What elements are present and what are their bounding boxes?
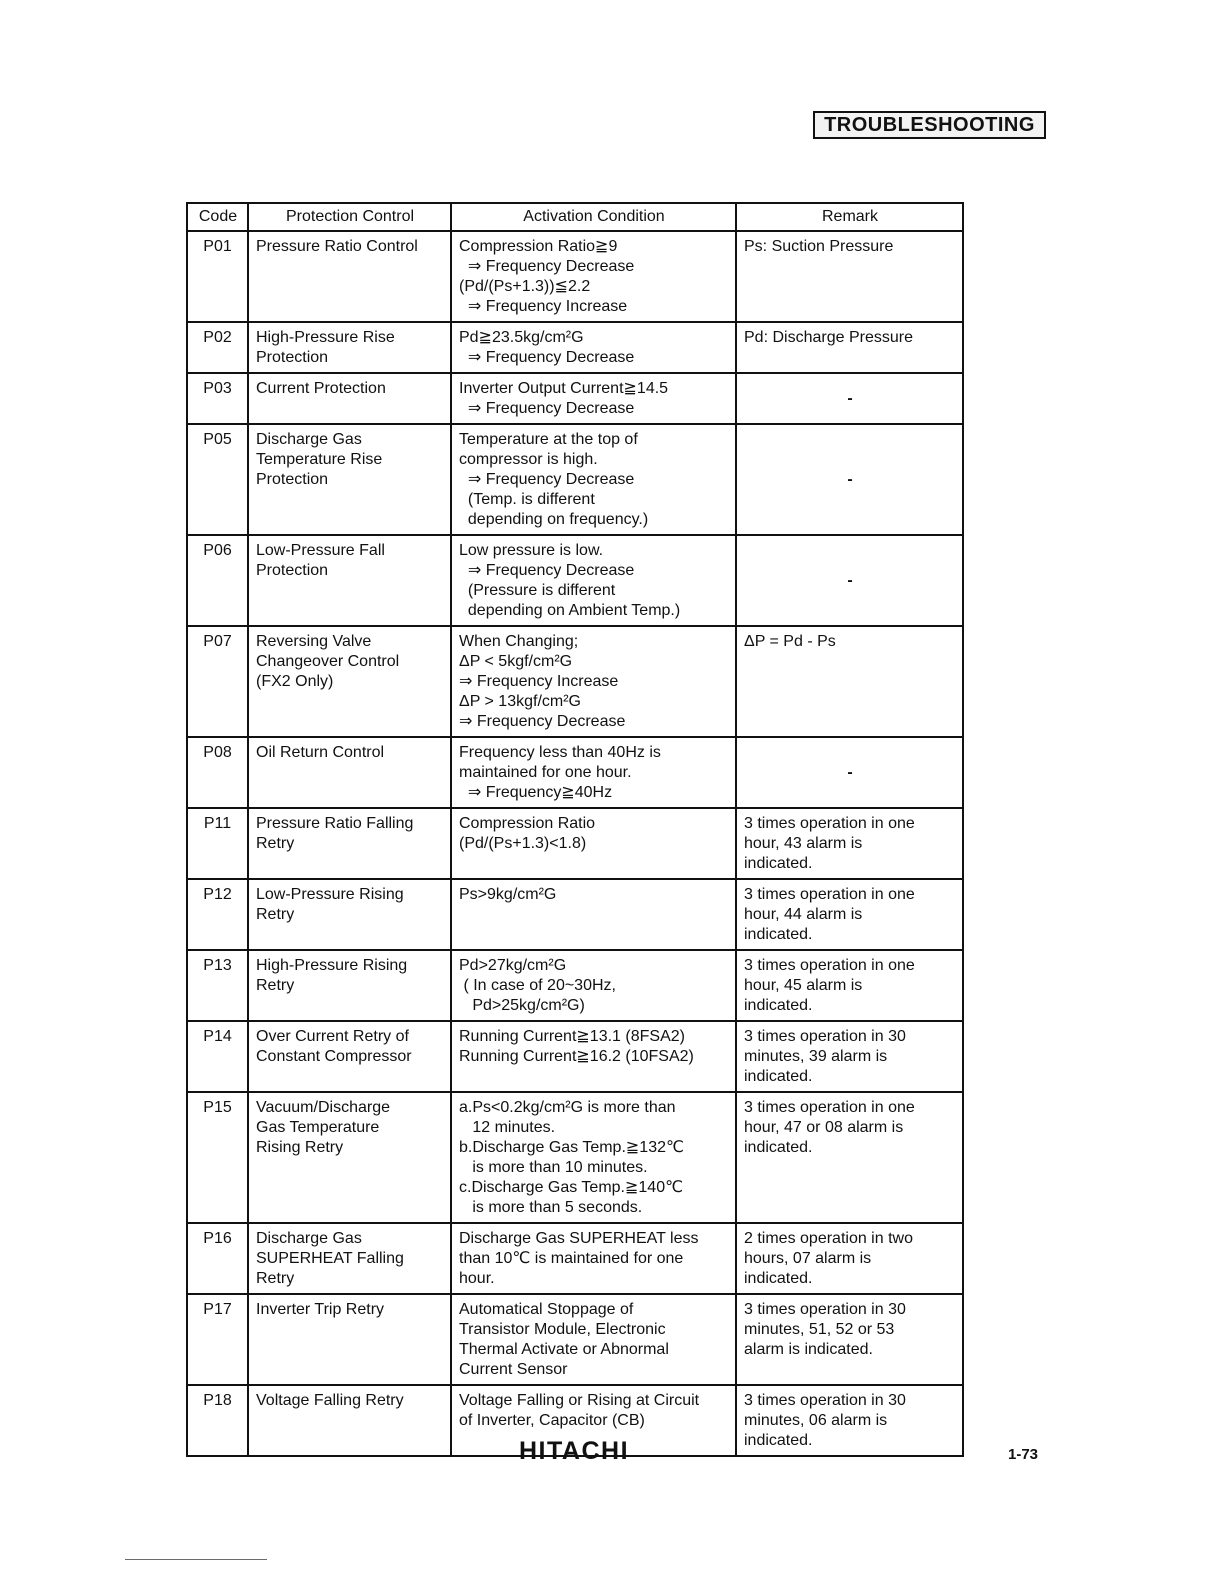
- protection-control-line: Over Current Retry of: [256, 1028, 409, 1045]
- remark-line: hour, 44 alarm is: [744, 906, 863, 923]
- activation-condition-line: Discharge Gas SUPERHEAT less: [459, 1230, 699, 1247]
- protection-control-line: Protection: [256, 562, 329, 579]
- activation-condition-line: (Pd/(Ps+1.3)<1.8): [459, 835, 587, 852]
- activation-condition-line: ⇒ Frequency≧40Hz: [459, 784, 613, 801]
- activation-condition-cell: [451, 535, 736, 626]
- remark-line: minutes, 06 alarm is: [744, 1412, 888, 1429]
- activation-condition-line: Pd>27kg/cm²G: [459, 957, 567, 974]
- remark-cell: [736, 1294, 963, 1385]
- activation-condition-line: ΔP < 5kgf/cm²G: [459, 653, 573, 670]
- header-protection-control: Protection Control: [248, 203, 451, 231]
- protection-control-line: Changeover Control: [256, 653, 400, 670]
- activation-condition-line: ⇒ Frequency Increase: [459, 298, 628, 315]
- remark-line: -: [847, 764, 853, 781]
- remark-cell: [736, 1385, 963, 1456]
- activation-condition-line: hour.: [459, 1270, 495, 1287]
- activation-condition-line: Pd>25kg/cm²G): [459, 997, 585, 1014]
- activation-condition-cell: [451, 1092, 736, 1223]
- remark-line: indicated.: [744, 997, 813, 1014]
- table-row: [187, 535, 963, 626]
- protection-control-cell: [248, 1385, 451, 1456]
- remark-cell: [736, 535, 963, 626]
- remark-line: indicated.: [744, 855, 813, 872]
- activation-condition-cell: [451, 231, 736, 322]
- protection-control-line: Low-Pressure Rising: [256, 886, 404, 903]
- code-cell: P01: [187, 231, 248, 322]
- remark-line: Pd: Discharge Pressure: [744, 329, 913, 346]
- protection-control-cell: [248, 808, 451, 879]
- page-number: 1-73: [1008, 1446, 1039, 1463]
- header-remark: Remark: [736, 203, 963, 231]
- table-row: [187, 1092, 963, 1223]
- protection-control-line: Reversing Valve: [256, 633, 372, 650]
- code-cell: P16: [187, 1223, 248, 1294]
- remark-line: 3 times operation in one: [744, 1099, 915, 1116]
- protection-control-line: Oil Return Control: [256, 744, 385, 761]
- activation-condition-line: ⇒ Frequency Decrease: [459, 349, 635, 366]
- activation-condition-line: Running Current≧16.2 (10FSA2): [459, 1048, 694, 1065]
- activation-condition-line: is more than 5 seconds.: [459, 1199, 643, 1216]
- activation-condition-cell: [451, 808, 736, 879]
- activation-condition-line: a.Ps<0.2kg/cm²G is more than: [459, 1099, 676, 1116]
- activation-condition-line: Temperature at the top of: [459, 431, 638, 448]
- remark-line: indicated.: [744, 1068, 813, 1085]
- activation-condition-cell: [451, 373, 736, 424]
- remark-cell: [736, 1092, 963, 1223]
- activation-condition-line: ΔP > 13kgf/cm²G: [459, 693, 581, 710]
- activation-condition-cell: [451, 1294, 736, 1385]
- remark-line: Ps: Suction Pressure: [744, 238, 894, 255]
- activation-condition-line: maintained for one hour.: [459, 764, 632, 781]
- activation-condition-cell: [451, 1223, 736, 1294]
- protection-control-line: Protection: [256, 471, 329, 488]
- activation-condition-line: ⇒ Frequency Decrease: [459, 258, 635, 275]
- code-cell: P08: [187, 737, 248, 808]
- code-cell: P07: [187, 626, 248, 737]
- remark-line: -: [847, 471, 853, 488]
- remark-cell: [736, 231, 963, 322]
- table-row: [187, 808, 963, 879]
- activation-condition-line: (Pressure is different: [459, 582, 616, 599]
- activation-condition-line: (Temp. is different: [459, 491, 595, 508]
- protection-control-line: Pressure Ratio Control: [256, 238, 418, 255]
- activation-condition-line: Inverter Output Current≧14.5: [459, 380, 669, 397]
- protection-control-line: Retry: [256, 977, 295, 994]
- activation-condition-line: than 10℃ is maintained for one: [459, 1250, 684, 1267]
- activation-condition-cell: [451, 322, 736, 373]
- table-row: [187, 424, 963, 535]
- remark-line: hours, 07 alarm is: [744, 1250, 872, 1267]
- code-cell: P06: [187, 535, 248, 626]
- activation-condition-cell: [451, 626, 736, 737]
- activation-condition-line: ⇒ Frequency Decrease: [459, 400, 635, 417]
- remark-cell: [736, 808, 963, 879]
- activation-condition-line: Thermal Activate or Abnormal: [459, 1341, 669, 1358]
- code-cell: P02: [187, 322, 248, 373]
- remark-line: hour, 45 alarm is: [744, 977, 863, 994]
- remark-cell: [736, 322, 963, 373]
- remark-cell: [736, 1223, 963, 1294]
- activation-condition-line: Running Current≧13.1 (8FSA2): [459, 1028, 685, 1045]
- protection-control-cell: [248, 373, 451, 424]
- protection-control-cell: [248, 1092, 451, 1223]
- code-cell: P12: [187, 879, 248, 950]
- table-row: [187, 879, 963, 950]
- protection-control-table: [186, 202, 964, 1457]
- remark-line: minutes, 51, 52 or 53: [744, 1321, 895, 1338]
- protection-control-cell: [248, 1223, 451, 1294]
- activation-condition-line: ⇒ Frequency Decrease: [459, 471, 635, 488]
- protection-control-line: Vacuum/Discharge: [256, 1099, 390, 1116]
- remark-line: alarm is indicated.: [744, 1341, 873, 1358]
- code-cell: P17: [187, 1294, 248, 1385]
- protection-control-cell: [248, 737, 451, 808]
- remark-line: ΔP = Pd - Ps: [744, 633, 836, 650]
- code-cell: P13: [187, 950, 248, 1021]
- protection-control-line: Retry: [256, 906, 295, 923]
- activation-condition-line: ⇒ Frequency Decrease: [459, 713, 626, 730]
- remark-line: indicated.: [744, 1270, 813, 1287]
- remark-cell: [736, 626, 963, 737]
- activation-condition-cell: [451, 879, 736, 950]
- activation-condition-line: depending on frequency.): [459, 511, 649, 528]
- activation-condition-line: of Inverter, Capacitor (CB): [459, 1412, 645, 1429]
- activation-condition-line: depending on Ambient Temp.): [459, 602, 681, 619]
- protection-control-line: Gas Temperature: [256, 1119, 380, 1136]
- protection-control-line: Rising Retry: [256, 1139, 344, 1156]
- activation-condition-line: Compression Ratio: [459, 815, 596, 832]
- section-tag: TROUBLESHOOTING: [813, 111, 1046, 139]
- remark-line: 3 times operation in 30: [744, 1028, 906, 1045]
- activation-condition-line: ⇒ Frequency Decrease: [459, 562, 635, 579]
- activation-condition-line: Current Sensor: [459, 1361, 568, 1378]
- code-cell: P03: [187, 373, 248, 424]
- activation-condition-line: Frequency less than 40Hz is: [459, 744, 661, 761]
- protection-control-line: Constant Compressor: [256, 1048, 412, 1065]
- table-row: [187, 1294, 963, 1385]
- remark-line: -: [847, 572, 853, 589]
- activation-condition-line: When Changing;: [459, 633, 579, 650]
- code-cell: P05: [187, 424, 248, 535]
- code-cell: P14: [187, 1021, 248, 1092]
- table-row: [187, 737, 963, 808]
- protection-control-cell: [248, 626, 451, 737]
- activation-condition-line: is more than 10 minutes.: [459, 1159, 648, 1176]
- code-cell: P15: [187, 1092, 248, 1223]
- protection-control-line: Retry: [256, 1270, 295, 1287]
- activation-condition-line: (Pd/(Ps+1.3))≦2.2: [459, 278, 591, 295]
- table-row: [187, 322, 963, 373]
- protection-control-cell: [248, 1294, 451, 1385]
- activation-condition-line: b.Discharge Gas Temp.≧132℃: [459, 1139, 684, 1156]
- table-row: [187, 231, 963, 322]
- remark-line: minutes, 39 alarm is: [744, 1048, 888, 1065]
- remark-line: 2 times operation in two: [744, 1230, 913, 1247]
- table-row: [187, 1223, 963, 1294]
- remark-cell: [736, 1021, 963, 1092]
- remark-cell: [736, 373, 963, 424]
- protection-control-line: Discharge Gas: [256, 431, 362, 448]
- code-cell: P11: [187, 808, 248, 879]
- code-cell: P18: [187, 1385, 248, 1456]
- activation-condition-line: compressor is high.: [459, 451, 598, 468]
- protection-control-cell: [248, 424, 451, 535]
- table-row: [187, 1021, 963, 1092]
- protection-control-cell: [248, 535, 451, 626]
- activation-condition-line: Low pressure is low.: [459, 542, 604, 559]
- protection-control-line: Voltage Falling Retry: [256, 1392, 404, 1409]
- table-row: [187, 373, 963, 424]
- remark-line: 3 times operation in one: [744, 886, 915, 903]
- table-row: [187, 950, 963, 1021]
- footer-rule: [125, 1559, 267, 1560]
- remark-cell: [736, 879, 963, 950]
- remark-line: indicated.: [744, 1139, 813, 1156]
- protection-control-line: Protection: [256, 349, 329, 366]
- protection-control-cell: [248, 1021, 451, 1092]
- protection-control-line: High-Pressure Rise: [256, 329, 395, 346]
- remark-cell: [736, 950, 963, 1021]
- remark-line: 3 times operation in one: [744, 957, 915, 974]
- protection-control-line: Inverter Trip Retry: [256, 1301, 385, 1318]
- header-activation-condition: Activation Condition: [451, 203, 736, 231]
- brand-logo: HITACHI: [518, 1437, 630, 1465]
- protection-control-cell: [248, 231, 451, 322]
- protection-control-line: Low-Pressure Fall: [256, 542, 385, 559]
- remark-line: 3 times operation in 30: [744, 1392, 906, 1409]
- protection-control-line: SUPERHEAT Falling: [256, 1250, 404, 1267]
- activation-condition-cell: [451, 424, 736, 535]
- remark-cell: [736, 737, 963, 808]
- protection-control-line: Temperature Rise: [256, 451, 383, 468]
- activation-condition-line: Automatical Stoppage of: [459, 1301, 634, 1318]
- activation-condition-line: Transistor Module, Electronic: [459, 1321, 666, 1338]
- activation-condition-cell: [451, 737, 736, 808]
- protection-control-line: Retry: [256, 835, 295, 852]
- remark-line: hour, 47 or 08 alarm is: [744, 1119, 904, 1136]
- activation-condition-line: Compression Ratio≧9: [459, 238, 618, 255]
- activation-condition-line: ⇒ Frequency Increase: [459, 673, 619, 690]
- activation-condition-line: Pd≧23.5kg/cm²G: [459, 329, 584, 346]
- table-header-row: [187, 203, 963, 231]
- protection-control-line: (FX2 Only): [256, 673, 334, 690]
- protection-control-cell: [248, 879, 451, 950]
- table-row: [187, 626, 963, 737]
- activation-condition-line: Ps>9kg/cm²G: [459, 886, 557, 903]
- remark-line: indicated.: [744, 926, 813, 943]
- activation-condition-cell: [451, 1021, 736, 1092]
- protection-control-line: Pressure Ratio Falling: [256, 815, 414, 832]
- activation-condition-line: c.Discharge Gas Temp.≧140℃: [459, 1179, 684, 1196]
- remark-line: 3 times operation in one: [744, 815, 915, 832]
- header-code: Code: [187, 203, 248, 231]
- remark-line: hour, 43 alarm is: [744, 835, 863, 852]
- protection-control-line: Current Protection: [256, 380, 386, 397]
- remark-line: indicated.: [744, 1432, 813, 1449]
- activation-condition-cell: [451, 950, 736, 1021]
- remark-line: 3 times operation in 30: [744, 1301, 906, 1318]
- protection-control-cell: [248, 950, 451, 1021]
- protection-control-line: High-Pressure Rising: [256, 957, 408, 974]
- activation-condition-line: 12 minutes.: [459, 1119, 556, 1136]
- activation-condition-line: ( In case of 20~30Hz,: [459, 977, 616, 994]
- remark-cell: [736, 424, 963, 535]
- protection-control-line: Discharge Gas: [256, 1230, 362, 1247]
- protection-control-cell: [248, 322, 451, 373]
- activation-condition-line: Voltage Falling or Rising at Circuit: [459, 1392, 700, 1409]
- remark-line: -: [847, 390, 853, 407]
